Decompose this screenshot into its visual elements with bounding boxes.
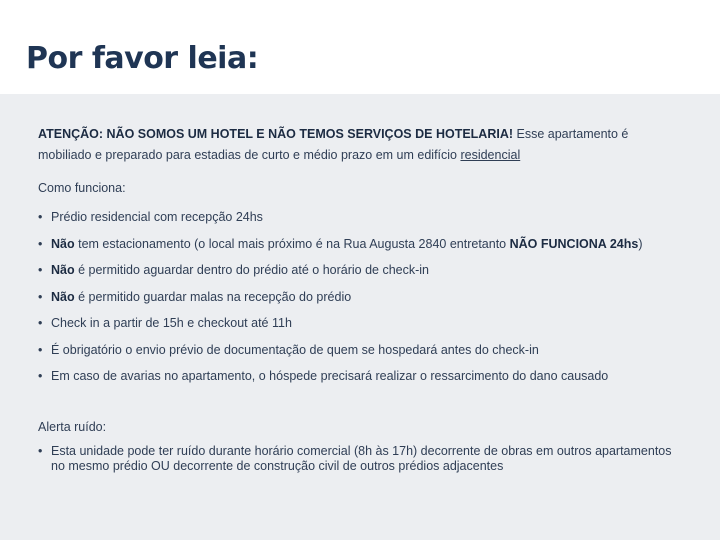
list-item: • É obrigatório o envio prévio de documentação de quem se hospedará antes do check-in [38, 340, 678, 367]
residencial-link[interactable]: residencial [460, 148, 521, 162]
list-item: • Check in a partir de 15h e checkout até 11h [38, 313, 678, 340]
how-it-works-list [38, 207, 678, 393]
list-item: • Não tem estacionamento (o local mais próximo é na Rua Augusta 2840 entretanto NÃO FUNCIONA 24hs) [38, 234, 678, 261]
list-item: • Não é permitido aguardar dentro do prédio até o horário de check-in [38, 260, 678, 287]
noise-alert-label: Alerta ruído: [38, 420, 107, 434]
how-it-works-label: Como funciona: [38, 181, 126, 195]
content-panel [0, 94, 720, 540]
warning-text: ATENÇÃO: NÃO SOMOS UM HOTEL E NÃO TEMOS SERVIÇOS DE HOTELARIA! [38, 127, 514, 141]
noise-alert-list [38, 444, 678, 474]
header [0, 0, 720, 94]
intro-paragraph [38, 124, 678, 166]
page-title: Por favor leia: [26, 41, 259, 76]
list-item: • Esta unidade pode ter ruído durante horário comercial (8h às 17h) decorrente de obras em outros apartamentos no mesmo prédio OU decorrente de construção civil de outros prédios adjacentes [38, 444, 678, 474]
intro-text: Esse apartamento é mobiliado e preparado para estadias de curto e médio prazo em um edifício [38, 127, 629, 162]
list-item: • Não é permitido guardar malas na recepção do prédio [38, 287, 678, 314]
list-item: • Em caso de avarias no apartamento, o hóspede precisará realizar o ressarcimento do dano causado [38, 366, 678, 393]
list-item: • Prédio residencial com recepção 24hs [38, 207, 678, 234]
